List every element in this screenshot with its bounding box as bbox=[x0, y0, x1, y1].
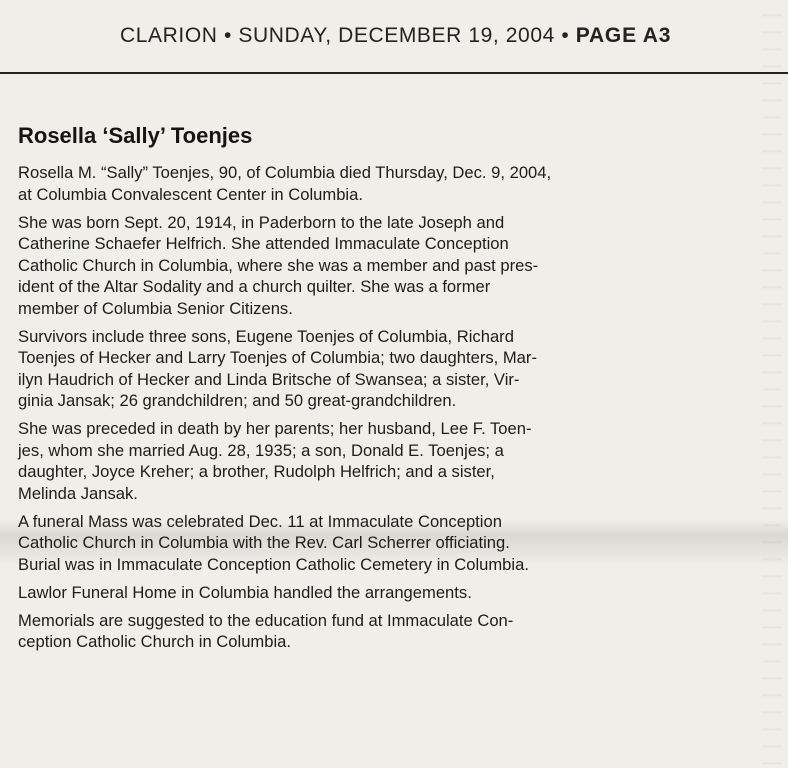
text-line: Toenjes of Hecker and Larry Toenjes of Columbia; two daughters, Mar- bbox=[18, 348, 537, 367]
text-line: Rosella M. “Sally” Toenjes, 90, of Columbia died Thursday, Dec. 9, 2004, bbox=[18, 163, 552, 182]
text-line: Melinda Jansak. bbox=[18, 483, 138, 503]
text-line: ginia Jansak; 26 grandchildren; and 50 great-grandchildren. bbox=[18, 391, 457, 410]
masthead bbox=[0, 22, 788, 58]
text-line: member of Columbia Senior Citizens. bbox=[18, 298, 293, 318]
masthead-publication-date: CLARION • SUNDAY, DECEMBER 19, 2004 • bbox=[120, 24, 576, 47]
text-line: A funeral Mass was celebrated Dec. 11 at Immaculate Conception bbox=[18, 511, 502, 531]
obituary-headline: Rosella ‘Sally’ Toenjes bbox=[18, 123, 253, 148]
paragraph-survivors bbox=[18, 326, 718, 412]
text-line: Lawlor Funeral Home in Columbia handled the arrangements. bbox=[18, 582, 472, 602]
text-line: Catherine Schaefer Helfrich. She attended Immaculate Conception bbox=[18, 234, 509, 253]
text-line: ilyn Haudrich of Hecker and Linda Britsche of Swansea; a sister, Vir- bbox=[18, 369, 520, 389]
masthead-line bbox=[120, 24, 671, 48]
text-line: Burial was in Immaculate Conception Catholic Cemetery in Columbia. bbox=[18, 554, 529, 574]
text-line: Catholic Church in Columbia with the Rev. Carl Scherrer officiating. bbox=[18, 533, 510, 552]
paragraph-preceded-in-death bbox=[18, 418, 718, 504]
text-line: Survivors include three sons, Eugene Toenjes of Columbia, Richard bbox=[18, 326, 514, 346]
text-line: ident of the Altar Sodality and a church quilter. She was a former bbox=[18, 277, 491, 296]
text-line: daughter, Joyce Kreher; a brother, Rudolph Helfrich; and a sister, bbox=[18, 462, 495, 481]
paragraph-death-notice bbox=[18, 162, 718, 205]
masthead-rule bbox=[0, 72, 788, 74]
masthead-page-number: PAGE A3 bbox=[575, 24, 672, 47]
paragraph-memorials bbox=[18, 610, 718, 653]
text-line: jes, whom she married Aug. 28, 1935; a son, Donald E. Toenjes; a bbox=[18, 440, 504, 460]
paragraph-biography bbox=[18, 212, 718, 320]
obituary-body bbox=[18, 162, 718, 659]
paragraph-funeral-home bbox=[18, 582, 718, 604]
text-line: She was preceded in death by her parents; her husband, Lee F. Toen- bbox=[18, 419, 532, 438]
text-line: at Columbia Convalescent Center in Columbia. bbox=[18, 184, 363, 204]
paper-edge-texture bbox=[762, 0, 782, 768]
text-line: Memorials are suggested to the education fund at Immaculate Con- bbox=[18, 610, 514, 630]
text-line: Catholic Church in Columbia, where she was a member and past pres- bbox=[18, 255, 539, 275]
text-line: She was born Sept. 20, 1914, in Paderborn to the late Joseph and bbox=[18, 212, 505, 232]
paragraph-funeral-mass bbox=[18, 511, 718, 576]
text-line: ception Catholic Church in Columbia. bbox=[18, 632, 292, 651]
